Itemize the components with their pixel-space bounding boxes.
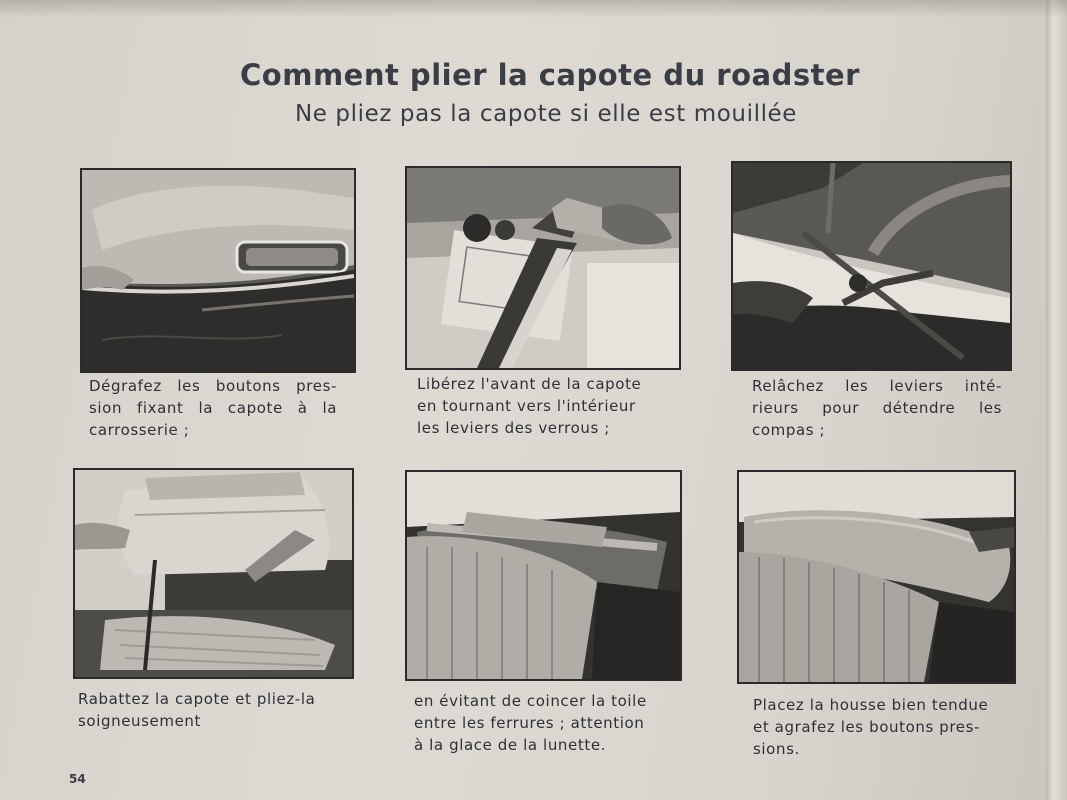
top-shadow <box>0 0 1067 18</box>
caption-line: Libérez l'avant de la capote <box>417 375 642 393</box>
step-1-caption <box>89 375 337 441</box>
step-6-caption <box>753 694 1008 760</box>
step-2-caption <box>417 373 667 439</box>
caption-line: sions. <box>753 740 800 758</box>
caption-line: Rabattez la capote et pliez-la <box>78 690 316 708</box>
caption-line: en évitant de coincer la toile <box>414 692 647 710</box>
step-1-photo <box>80 168 356 373</box>
step-4-caption <box>78 688 343 732</box>
page-edge <box>1046 0 1067 800</box>
step-5-caption <box>414 690 676 756</box>
caption-line: entre les ferrures ; attention <box>414 714 645 732</box>
caption-line: rieurs pour détendre les <box>752 399 1002 417</box>
step-2-photo <box>405 166 681 370</box>
caption-line: compas ; <box>752 421 826 439</box>
step-4-photo <box>73 468 354 679</box>
caption-line: sion fixant la capote à la <box>89 399 337 417</box>
caption-line: Placez la housse bien tendue <box>753 696 989 714</box>
step-6-photo <box>737 470 1016 684</box>
caption-line: à la glace de la lunette. <box>414 736 607 754</box>
page-title: Comment plier la capote du roadster <box>240 58 860 92</box>
caption-line: Dégrafez les boutons pres- <box>89 377 337 395</box>
caption-line: soigneusement <box>78 712 201 730</box>
step-3-caption <box>752 375 1002 441</box>
step-5-photo <box>405 470 682 681</box>
step-3-photo <box>731 161 1012 371</box>
caption-line: en tournant vers l'intérieur <box>417 397 636 415</box>
caption-line: carrosserie ; <box>89 421 190 439</box>
page-subtitle: Ne pliez pas la capote si elle est mouillée <box>294 101 798 127</box>
caption-line: Relâchez les leviers inté- <box>752 377 1002 395</box>
page-number: 54 <box>69 772 86 786</box>
caption-line: les leviers des verrous ; <box>417 419 610 437</box>
caption-line: et agrafez les boutons pres- <box>753 718 981 736</box>
